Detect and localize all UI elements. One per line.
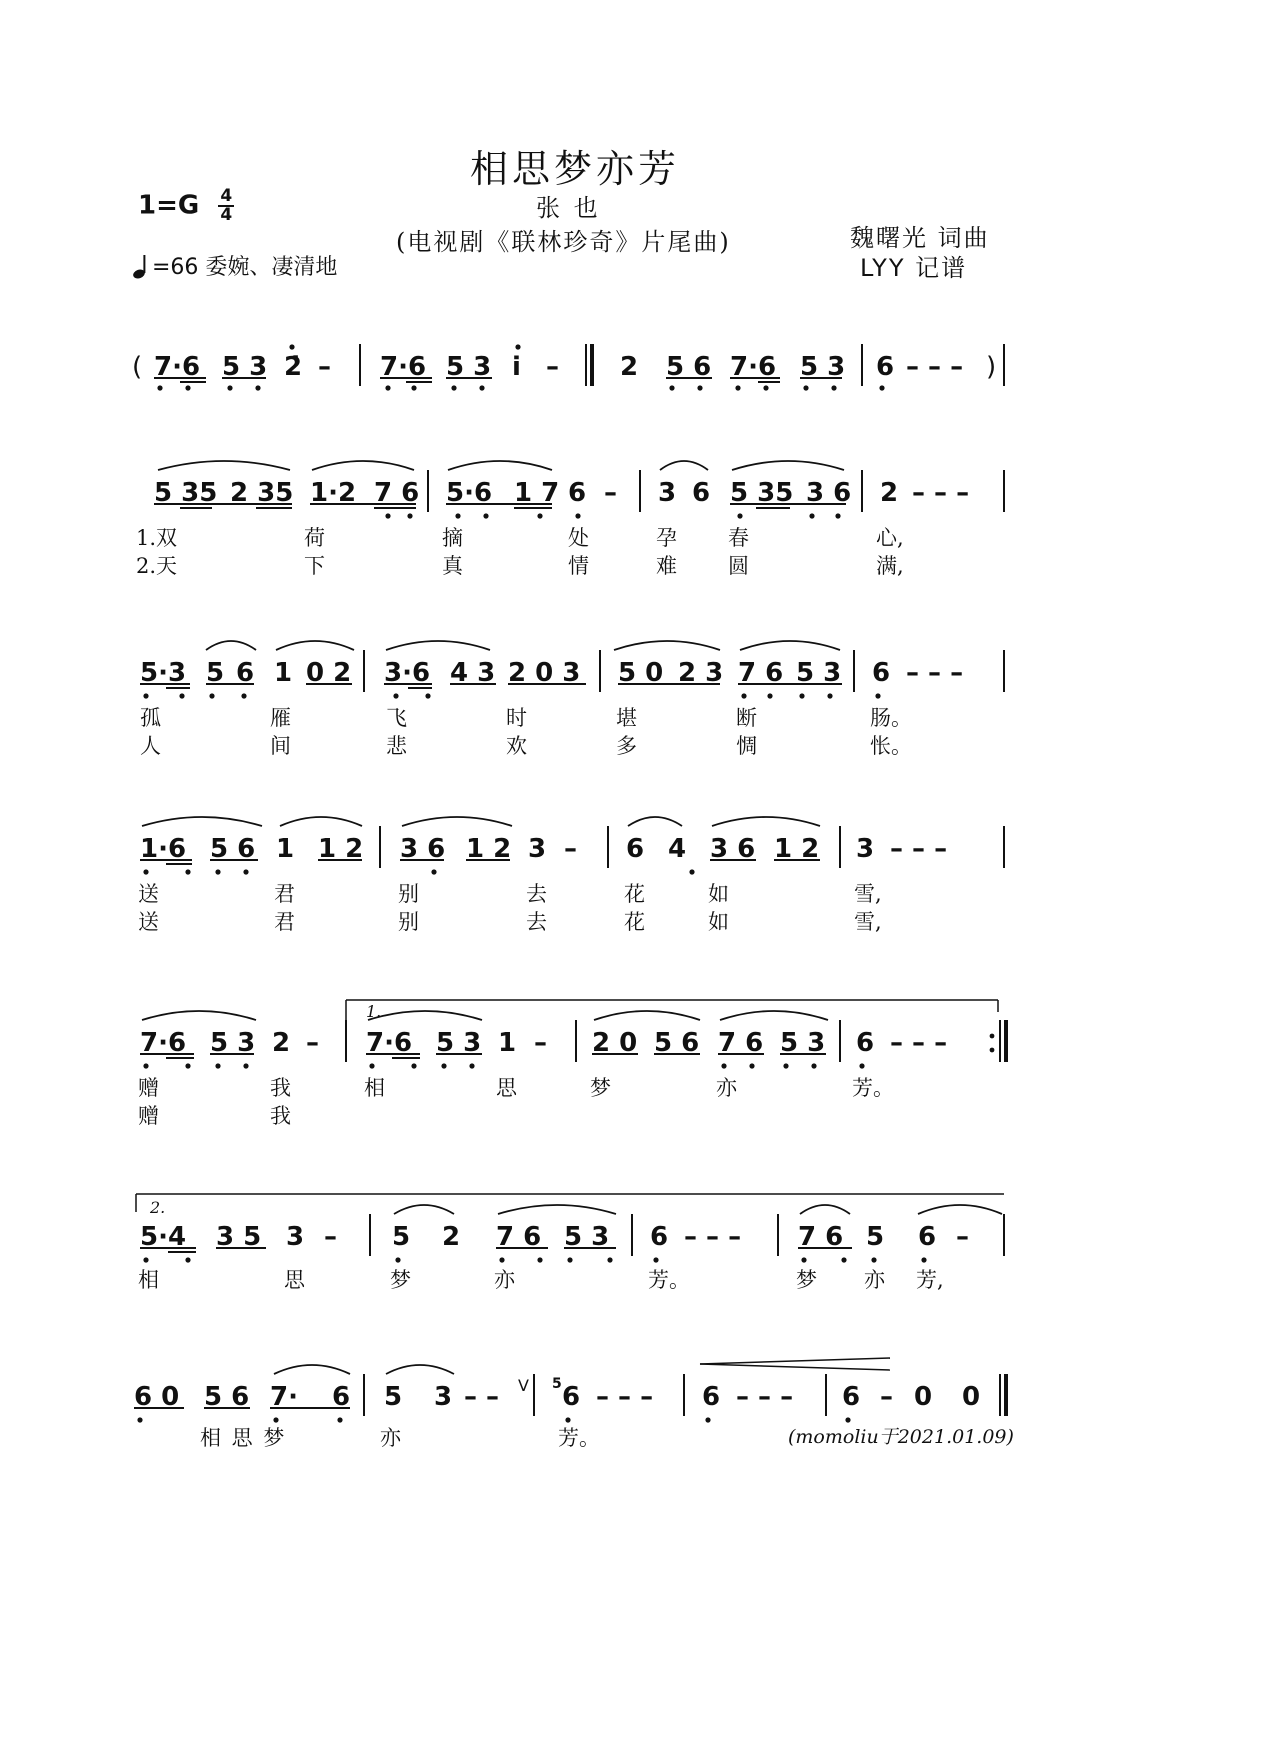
note: 1 [274, 658, 293, 688]
note: – [324, 1222, 337, 1252]
octave-dot [607, 1257, 612, 1262]
note: 3 6 [710, 834, 756, 864]
slur [732, 461, 844, 470]
slur [368, 1011, 482, 1020]
note: 7·6 [154, 352, 201, 382]
octave-dot [369, 1063, 374, 1068]
note: 1 7 [514, 478, 560, 508]
lyric: 芳。 [648, 1268, 690, 1292]
octave-dot [921, 1257, 926, 1262]
transcription-credit: (momoliu于2021.01.09) [788, 1426, 1014, 1448]
octave-dot [407, 513, 412, 518]
note: 2 0 [592, 1028, 638, 1058]
lyric: 满, [876, 554, 904, 578]
lyric: 赠 [138, 1076, 159, 1100]
lyric: 亦 [380, 1426, 401, 1450]
octave-dot [179, 693, 184, 698]
note: – [534, 1028, 547, 1058]
lyric: 圆 [728, 554, 749, 578]
note: 5 3 [564, 1222, 610, 1252]
note: 7 6 [718, 1028, 764, 1058]
note: 6 [918, 1222, 937, 1252]
lyric: 思 [284, 1268, 305, 1292]
lyric: 我 [270, 1104, 291, 1128]
lyric: 相 思 梦 [200, 1426, 287, 1450]
octave-dot [879, 385, 884, 390]
note: – [564, 834, 577, 864]
octave-dot [243, 869, 248, 874]
lyric: 孕 [656, 526, 677, 550]
octave-dot [215, 1063, 220, 1068]
lyric: 下 [304, 554, 325, 578]
octave-dot [767, 693, 772, 698]
octave-dot [841, 1257, 846, 1262]
octave-dot [431, 869, 436, 874]
lyric: 孤 [140, 706, 161, 730]
note: 3 [528, 834, 547, 864]
lyric: 间 [270, 734, 291, 758]
lyric: 君 [274, 910, 295, 934]
lyric: 梦 [590, 1076, 611, 1100]
octave-dot [137, 1417, 142, 1422]
note: 2 [620, 352, 639, 382]
volta-2-label: 2. [150, 1198, 166, 1217]
lyric: 芳。 [558, 1426, 600, 1450]
lyric: 送 [138, 882, 159, 906]
octave-dot [411, 1063, 416, 1068]
octave-dot [143, 1257, 148, 1262]
note: 3 [856, 834, 875, 864]
subtitle: (电视剧《联林珍奇》片尾曲) [396, 228, 731, 256]
octave-dot [215, 869, 220, 874]
octave-dot [411, 385, 416, 390]
octave-dot [499, 1257, 504, 1262]
note: 5 35 [730, 478, 794, 508]
note: 5 [384, 1382, 403, 1412]
lyric: 亦 [716, 1076, 737, 1100]
octave-dot [741, 693, 746, 698]
lyric: 惆 [736, 734, 757, 758]
note: 6 [562, 1382, 581, 1412]
octave-dot [567, 1257, 572, 1262]
lyric: 芳, [916, 1268, 944, 1292]
note: 6 [876, 352, 895, 382]
lyric: 堪 [616, 706, 637, 730]
note: 6 [626, 834, 645, 864]
note: – [604, 478, 617, 508]
note: 5·3 [140, 658, 187, 688]
slur [740, 641, 840, 650]
octave-dot [575, 513, 580, 518]
lyric: 去 [526, 882, 547, 906]
slur [918, 1205, 1002, 1214]
note: 5 3 [800, 352, 846, 382]
note: 7 6 [798, 1222, 844, 1252]
note: 4 3 [450, 658, 496, 688]
repeat-dot [990, 1034, 995, 1039]
lyric: 悲 [386, 734, 407, 758]
lyric: 花 [624, 882, 645, 906]
lyric: 难 [656, 554, 677, 578]
octave-dot [783, 1063, 788, 1068]
lyric: 别 [398, 882, 419, 906]
note: 3 6 [806, 478, 852, 508]
slur [206, 641, 256, 650]
octave-dot [515, 344, 520, 349]
slur [386, 1365, 454, 1374]
lyric: 赠 [138, 1104, 159, 1128]
note: 0 [962, 1382, 981, 1412]
note: – [546, 352, 559, 382]
octave-dot [669, 385, 674, 390]
octave-dot [185, 1063, 190, 1068]
note: 7 6 [374, 478, 420, 508]
octave-dot [827, 693, 832, 698]
note: 5 3 [210, 1028, 256, 1058]
lyric: 雁 [270, 706, 291, 730]
lyric: 君 [274, 882, 295, 906]
note: 7·6 [366, 1028, 413, 1058]
note: 5 0 [618, 658, 664, 688]
crescendo-line [700, 1364, 890, 1370]
octave-dot [273, 1417, 278, 1422]
lyric: 亦 [494, 1268, 515, 1292]
lyric: 雪, [854, 910, 882, 934]
slur [142, 1011, 256, 1020]
note: – – – [890, 1028, 948, 1058]
time-top: 4 [220, 186, 233, 206]
lyric: 亦 [864, 1268, 885, 1292]
note: 5 6 [204, 1382, 250, 1412]
slur [386, 641, 490, 650]
slur [274, 1365, 350, 1374]
note: 5 6 [666, 352, 712, 382]
note: 6 [842, 1382, 861, 1412]
lyricist-credit: 魏曙光 词曲 [850, 224, 990, 252]
lyric: 心, [876, 526, 904, 550]
octave-dot [185, 1257, 190, 1262]
note: – – – [596, 1382, 654, 1412]
lyric: 时 [506, 706, 527, 730]
octave-dot [831, 385, 836, 390]
slur [158, 461, 290, 470]
octave-dot [425, 693, 430, 698]
octave-dot [859, 1063, 864, 1068]
slur [142, 817, 262, 826]
lyric: 摘 [442, 526, 463, 550]
lyric: 如 [708, 882, 729, 906]
octave-dot [385, 385, 390, 390]
note: 6 0 [134, 1382, 180, 1412]
slur [394, 1205, 454, 1214]
octave-dot [801, 1257, 806, 1262]
lyric: 情 [568, 554, 589, 578]
note: 4 [668, 834, 687, 864]
note: 2 0 3 [508, 658, 581, 688]
lyric: 别 [398, 910, 419, 934]
octave-dot [749, 1063, 754, 1068]
lyric: 2.天 [136, 554, 178, 578]
octave-dot [441, 1063, 446, 1068]
note: 5 3 [446, 352, 492, 382]
octave-dot [811, 1063, 816, 1068]
lyric: 肠。 [870, 706, 912, 730]
lyric: 处 [568, 526, 589, 550]
note: 6 [856, 1028, 875, 1058]
octave-dot [697, 385, 702, 390]
note: 3·6 [384, 658, 431, 688]
note: – – – [684, 1222, 742, 1252]
note: 3 [658, 478, 677, 508]
note: – – – [906, 658, 964, 688]
lyric: 相 [364, 1076, 385, 1100]
breath-mark: V [518, 1376, 529, 1395]
note: 5 3 [436, 1028, 482, 1058]
note: 2 [880, 478, 899, 508]
slur [498, 1205, 616, 1214]
slur [448, 461, 552, 470]
note: 2̇ [284, 352, 303, 382]
lyric: 送 [138, 910, 159, 934]
note: 3 [286, 1222, 305, 1252]
octave-dot [227, 385, 232, 390]
note: – – [464, 1382, 500, 1412]
note: ) [986, 352, 997, 382]
tempo-text: =66 委婉、凄清地 [152, 255, 338, 280]
note: – – – [890, 834, 948, 864]
octave-dot [255, 385, 260, 390]
lyric: 春 [728, 526, 749, 550]
note: 1 2 [318, 834, 364, 864]
grace-note: 5 [552, 1376, 562, 1392]
note: 5 [206, 658, 225, 688]
note: 6 [332, 1382, 351, 1412]
lyric: 雪, [854, 882, 882, 906]
note: 2 [272, 1028, 291, 1058]
octave-dot [565, 1417, 570, 1422]
note: – [318, 352, 331, 382]
note: 3 [434, 1382, 453, 1412]
note: 7 6 [738, 658, 784, 688]
octave-dot [479, 385, 484, 390]
octave-dot [143, 1063, 148, 1068]
slur [402, 817, 512, 826]
octave-dot [737, 513, 742, 518]
octave-dot [803, 385, 808, 390]
octave-dot [455, 513, 460, 518]
note: – [306, 1028, 319, 1058]
octave-dot [537, 513, 542, 518]
key-label: 1=G [138, 190, 200, 221]
slur [628, 817, 682, 826]
lyric: 断 [736, 706, 757, 730]
note: 3 5 [216, 1222, 262, 1252]
slur [660, 461, 708, 470]
lyric: 如 [708, 910, 729, 934]
lyric: 人 [140, 734, 161, 758]
octave-dot [735, 385, 740, 390]
octave-dot [337, 1417, 342, 1422]
slur [312, 461, 414, 470]
octave-dot [721, 1063, 726, 1068]
octave-dot [157, 385, 162, 390]
note: ( [132, 352, 143, 382]
note: 0 [914, 1382, 933, 1412]
slur [800, 1205, 850, 1214]
note: 2 [442, 1222, 461, 1252]
note: 0 2 [306, 658, 352, 688]
lyric: 花 [624, 910, 645, 934]
octave-dot [763, 385, 768, 390]
lyric: 多 [616, 734, 637, 758]
octave-dot [875, 693, 880, 698]
octave-dot [845, 1417, 850, 1422]
slur [720, 1011, 828, 1020]
octave-dot [689, 869, 694, 874]
note: – [880, 1382, 893, 1412]
lyric: 芳。 [852, 1076, 894, 1100]
note: 7 6 [496, 1222, 542, 1252]
note: 6 [568, 478, 587, 508]
note: 5 [392, 1222, 411, 1252]
lyric: 1.双 [136, 526, 178, 550]
note: 7·6 [380, 352, 427, 382]
note: 1 [276, 834, 295, 864]
octave-dot [537, 1257, 542, 1262]
lyric: 去 [526, 910, 547, 934]
note: – – – [736, 1382, 794, 1412]
note: 6 [692, 478, 711, 508]
lyric: 思 [496, 1076, 517, 1100]
slur [280, 817, 362, 826]
note: 5 6 [654, 1028, 700, 1058]
octave-dot [653, 1257, 658, 1262]
slur [712, 817, 820, 826]
lyric: 梦 [390, 1268, 411, 1292]
note: 3 6 [400, 834, 446, 864]
note: 6 [236, 658, 255, 688]
octave-dot [483, 513, 488, 518]
note: 5 3 [796, 658, 842, 688]
note: 5 35 [154, 478, 218, 508]
note: 1 2 [466, 834, 512, 864]
crescendo-line [700, 1358, 890, 1364]
octave-dot [143, 693, 148, 698]
octave-dot [243, 1063, 248, 1068]
note: 5 [866, 1222, 885, 1252]
time-bottom: 4 [220, 205, 233, 225]
transcriber-credit: LYY 记谱 [860, 254, 968, 282]
note: 5·6 [446, 478, 493, 508]
octave-dot [395, 1257, 400, 1262]
octave-dot [209, 693, 214, 698]
note: 6 [650, 1222, 669, 1252]
octave-dot [835, 513, 840, 518]
note: 6 [702, 1382, 721, 1412]
slur [594, 1011, 700, 1020]
octave-dot [289, 344, 294, 349]
repeat-dot [990, 1048, 995, 1053]
volta-1-label: 1. [366, 1002, 382, 1021]
slur [614, 641, 720, 650]
lyric: 相 [138, 1268, 159, 1292]
lyric: 飞 [386, 706, 407, 730]
note: 7·6 [730, 352, 777, 382]
octave-dot [143, 869, 148, 874]
octave-dot [809, 513, 814, 518]
lyric: 荷 [304, 526, 325, 550]
octave-dot [185, 385, 190, 390]
lyric: 真 [442, 554, 463, 578]
note: 1 [498, 1028, 517, 1058]
note: – – – [906, 352, 964, 382]
note: 5·4 [140, 1222, 187, 1252]
octave-dot [469, 1063, 474, 1068]
lyric: 怅。 [870, 734, 912, 758]
octave-dot [451, 385, 456, 390]
octave-dot [241, 693, 246, 698]
octave-dot [185, 869, 190, 874]
lyric: 梦 [796, 1268, 817, 1292]
note: 2 35 [230, 478, 294, 508]
note: 5 3 [780, 1028, 826, 1058]
note: 1·2 [310, 478, 357, 508]
octave-dot [871, 1257, 876, 1262]
note: 5 3 [222, 352, 268, 382]
note: 5 6 [210, 834, 256, 864]
note: 7· [270, 1382, 298, 1412]
note: 2 3 [678, 658, 724, 688]
lyric: 欢 [506, 734, 527, 758]
note: i [512, 352, 521, 382]
note: 6 [872, 658, 891, 688]
octave-dot [393, 693, 398, 698]
song-title: 相思梦亦芳 [470, 147, 681, 191]
note: 1·6 [140, 834, 187, 864]
note: 1 2 [774, 834, 820, 864]
lyric: 我 [270, 1076, 291, 1100]
octave-dot [705, 1417, 710, 1422]
singer-name: 张 也 [536, 194, 601, 222]
note: 7·6 [140, 1028, 187, 1058]
slur [276, 641, 354, 650]
octave-dot [385, 513, 390, 518]
note: – [956, 1222, 969, 1252]
note: – – – [912, 478, 970, 508]
octave-dot [799, 693, 804, 698]
